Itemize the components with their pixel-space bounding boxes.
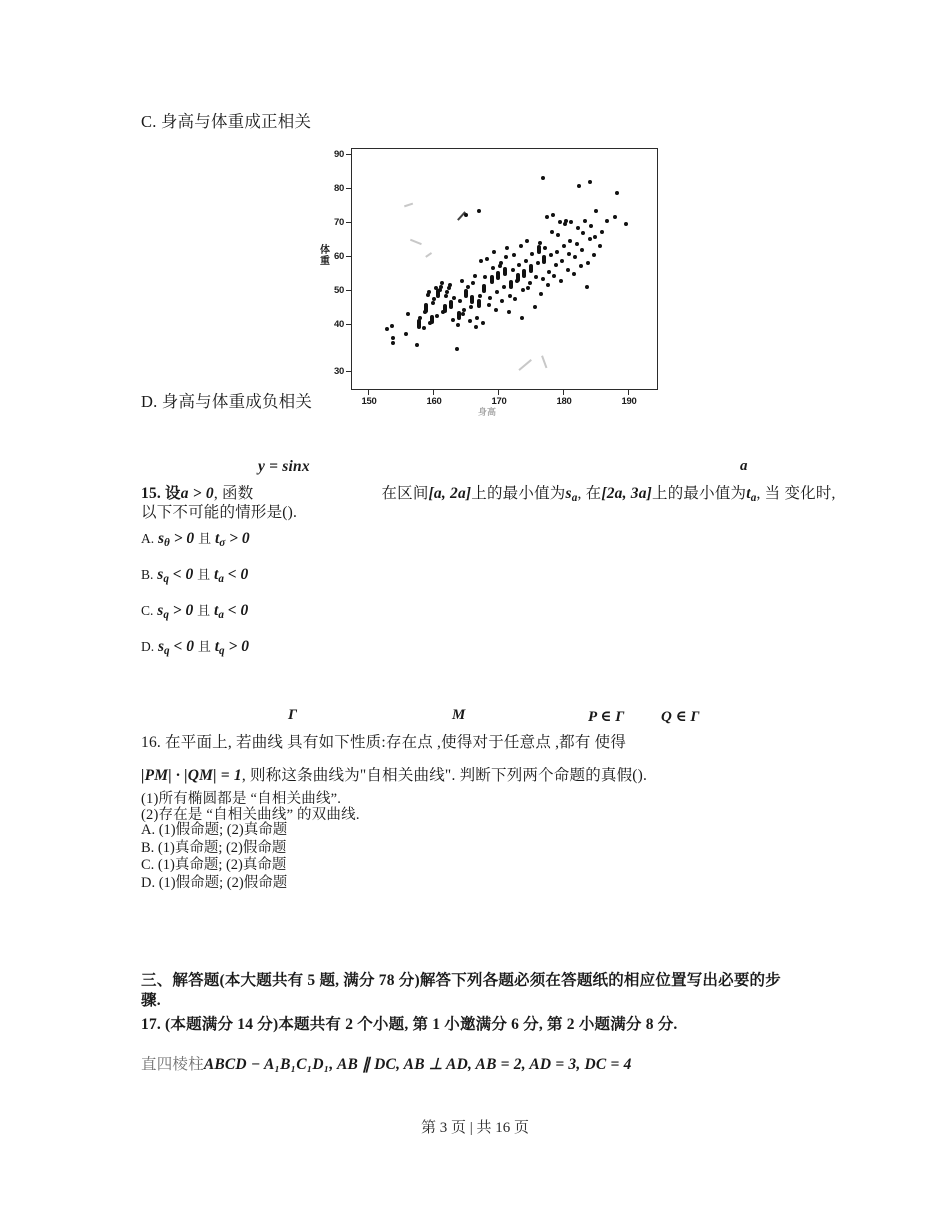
scatter-point — [502, 285, 506, 289]
scatter-point — [491, 266, 495, 270]
x-tick-mark — [433, 390, 434, 395]
scatter-point — [404, 332, 408, 336]
scatter-point — [477, 299, 481, 308]
scatter-point — [513, 297, 517, 301]
scatter-point — [469, 305, 473, 309]
scatter-point — [524, 259, 528, 263]
scatter-point — [482, 284, 486, 293]
y-tick-label: 50 — [334, 285, 344, 296]
q16-formula: |PM| · |QM| = 1 — [141, 767, 242, 784]
q16-symbol-q-in-gamma: Q ∈ Γ — [661, 709, 700, 725]
scatter-point — [460, 279, 464, 283]
scatter-point — [430, 315, 434, 324]
scatter-point — [594, 209, 598, 213]
section3-heading-line2: 骤. — [141, 992, 161, 1009]
scatter-point — [417, 319, 421, 323]
q15-option-c-label: C. — [141, 603, 154, 618]
q15-mid1: 上的最小值为 — [471, 485, 566, 502]
scatter-point — [496, 271, 500, 280]
x-tick-mark — [628, 390, 629, 395]
scatter-point — [466, 285, 470, 289]
scan-smudge — [404, 203, 413, 207]
scatter-point — [452, 296, 456, 300]
q16-option-a[interactable]: A. (1)假命题; (2)真命题 — [141, 822, 288, 838]
scatter-point — [449, 300, 453, 309]
q15-option-b-rhs: $t_a < 0$ — [214, 566, 249, 585]
scatter-point — [556, 233, 560, 237]
scatter-point — [461, 312, 465, 316]
scatter-point — [576, 226, 580, 230]
scatter-point — [566, 268, 570, 272]
scatter-point — [526, 286, 530, 290]
q15-statement-line2: 以下不可能的情形是(). — [141, 504, 298, 521]
scatter-point — [487, 303, 491, 307]
scatter-point — [474, 325, 478, 329]
scatter-point — [613, 215, 617, 219]
q15-options-list — [141, 528, 250, 672]
scatter-point — [448, 283, 452, 287]
scatter-point — [564, 219, 568, 223]
scatter-point — [470, 295, 474, 304]
scatter-point — [385, 327, 389, 331]
scatter-point — [552, 274, 556, 278]
y-tick-label: 30 — [334, 366, 344, 377]
scatter-point — [494, 308, 498, 312]
scatter-point — [475, 316, 479, 320]
y-tick-mark — [346, 371, 351, 372]
q16-line1-text: 16. 在平面上, 若曲线 具有如下性质:存在点 ,使得对于任意点 ,都有 使得 — [141, 734, 627, 751]
x-tick-label: 180 — [556, 396, 572, 407]
scatter-point — [443, 304, 447, 313]
q15-variable-a: a — [740, 458, 748, 474]
scatter-point — [432, 297, 436, 301]
q16-proposition-1: (1)所有椭圆都是 “自相关曲线”. — [141, 791, 342, 807]
scatter-point — [438, 288, 442, 292]
y-tick-mark — [346, 290, 351, 291]
scatter-point — [490, 275, 494, 284]
q15-mid3: 上的最小值为 — [652, 485, 747, 502]
page-footer: 第 3 页 | 共 16 页 — [420, 1120, 529, 1136]
q15-interval-2: [2a, 3a] — [601, 485, 653, 502]
scatter-point — [477, 209, 481, 213]
q16-symbol-p-in-gamma: P ∈ Γ — [588, 709, 625, 725]
scatter-point — [605, 219, 609, 223]
q16-statement-line2 — [141, 763, 647, 785]
q16-symbol-gamma: Γ — [288, 707, 298, 723]
scatter-chart — [318, 140, 670, 415]
q16-options-list — [141, 818, 288, 891]
scatter-point — [529, 264, 533, 273]
scatter-point — [440, 281, 444, 285]
scatter-point — [525, 239, 529, 243]
scatter-point — [583, 219, 587, 223]
scatter-point — [458, 299, 462, 303]
q15-option-c-conj: 且 — [197, 603, 211, 618]
scatter-point — [500, 299, 504, 303]
chart-x-axis-label: 身高 — [478, 407, 497, 417]
scatter-point — [415, 343, 419, 347]
y-tick-mark — [346, 256, 351, 257]
scatter-point — [424, 303, 428, 307]
q15-option-d[interactable] — [141, 636, 250, 672]
scatter-point — [572, 272, 576, 276]
scatter-point — [593, 235, 597, 239]
q15-option-b[interactable] — [141, 564, 250, 600]
scatter-point — [539, 292, 543, 296]
y-tick-label: 70 — [334, 217, 344, 228]
scatter-point — [468, 319, 472, 323]
scatter-point — [547, 270, 551, 274]
scatter-point — [568, 239, 572, 243]
x-tick-mark — [368, 390, 369, 395]
q16-line2-tail: , 则称这条曲线为"自相关曲线". 判断下列两个命题的真假(). — [241, 767, 648, 784]
scatter-point — [567, 252, 571, 256]
scatter-point — [586, 261, 590, 265]
scatter-point — [435, 314, 439, 318]
scatter-point — [562, 244, 566, 248]
x-tick-mark — [498, 390, 499, 395]
q15-interval-1: [a, 2a] — [428, 485, 472, 502]
scatter-point — [456, 323, 460, 327]
q15-option-d-lhs: $s_q < 0$ — [158, 638, 194, 657]
scatter-point — [444, 294, 448, 298]
y-tick-label: 90 — [334, 149, 344, 160]
q15-mid2: , 在 — [577, 485, 602, 502]
scatter-point — [598, 244, 602, 248]
scatter-point — [580, 248, 584, 252]
x-tick-mark — [563, 390, 564, 395]
scatter-point — [508, 294, 512, 298]
scatter-point — [543, 246, 547, 250]
y-tick-label: 40 — [334, 319, 344, 330]
x-tick-label: 170 — [491, 396, 507, 407]
q15-number: 15. 设 — [141, 485, 181, 502]
scatter-point — [507, 310, 511, 314]
scatter-point — [530, 252, 534, 256]
scatter-point — [481, 321, 485, 325]
scan-smudge — [542, 355, 548, 368]
scatter-point — [555, 250, 559, 254]
scatter-point — [418, 316, 422, 320]
scatter-point — [545, 215, 549, 219]
scatter-point — [478, 294, 482, 298]
scatter-point — [585, 285, 589, 289]
y-tick-mark — [346, 222, 351, 223]
scatter-point — [542, 255, 546, 264]
scatter-point — [499, 261, 503, 265]
scatter-point — [559, 279, 563, 283]
scatter-point — [445, 290, 449, 294]
scatter-point — [579, 264, 583, 268]
scatter-point — [624, 222, 628, 226]
q16-proposition-2: (2)存在是 “自相关曲线” 的双曲线. — [141, 807, 360, 823]
q17-body — [141, 1052, 632, 1074]
scatter-point — [498, 264, 502, 268]
scatter-point — [511, 268, 515, 272]
q15-t-a: $t_a$ — [746, 485, 757, 504]
scatter-point — [520, 316, 524, 320]
scatter-point — [581, 231, 585, 235]
q15-interval-word: 在区间 — [381, 485, 429, 502]
scatter-point — [422, 326, 426, 330]
q15-option-c-rhs: $t_a < 0$ — [214, 602, 249, 621]
q15-option-b-lhs: $s_q < 0$ — [157, 566, 194, 585]
scatter-point — [451, 318, 455, 322]
scatter-point — [563, 222, 567, 226]
scatter-point — [455, 347, 459, 351]
scatter-point — [537, 245, 541, 254]
q17-title: 17. (本题满分 14 分)本题共有 2 个小题, 第 1 小邀满分 6 分, 第 2 小题满分 8 分. — [141, 1016, 678, 1033]
choice-d-text: D. 身高与体重成负相关 — [141, 392, 313, 411]
q15-tail: , 当 变化时, — [756, 485, 836, 502]
q15-option-d-rhs: $t_q > 0$ — [214, 638, 249, 657]
x-tick-label: 150 — [361, 396, 377, 407]
scatter-point — [560, 259, 564, 263]
scatter-point — [551, 213, 555, 217]
scatter-point — [569, 220, 573, 224]
scatter-point — [536, 261, 540, 265]
scatter-point — [592, 253, 596, 257]
q15-option-a-label: A. — [141, 531, 155, 546]
scatter-point — [509, 280, 513, 289]
scatter-point — [488, 296, 492, 300]
scatter-point — [427, 290, 431, 294]
scatter-point — [503, 267, 507, 276]
scatter-point — [577, 184, 581, 188]
scatter-point — [522, 269, 526, 278]
chart-y-axis-label: 体重 — [320, 245, 330, 267]
x-tick-label: 190 — [621, 396, 637, 407]
q15-a-condition: a > 0 — [180, 485, 214, 502]
scatter-point — [541, 176, 545, 180]
scatter-point — [464, 213, 468, 217]
scatter-point — [473, 274, 477, 278]
choice-c-text: C. 身高与体重成正相关 — [141, 112, 312, 131]
scan-smudge — [410, 239, 422, 245]
scan-smudge — [425, 252, 432, 257]
scatter-point — [504, 255, 508, 259]
scatter-point — [391, 341, 395, 345]
scatter-point — [589, 224, 593, 228]
q15-option-c[interactable] — [141, 600, 250, 636]
section3-heading-line1: 三、解答题(本大题共有 5 题, 满分 78 分)解答下列各题必须在答题纸的相应位置写出必要的步 — [141, 972, 781, 989]
q15-option-c-lhs: $s_q > 0$ — [157, 602, 194, 621]
scatter-point — [485, 257, 489, 261]
q15-option-b-label: B. — [141, 567, 154, 582]
scatter-point — [528, 281, 532, 285]
q16-option-b[interactable]: B. (1)真命题; (2)假命题 — [141, 839, 287, 856]
q15-option-d-label: D. — [141, 639, 155, 654]
scatter-point — [439, 285, 443, 289]
chart-plot-area — [351, 148, 658, 390]
scatter-point — [483, 275, 487, 279]
q16-symbol-m: M — [452, 707, 466, 723]
q16-option-d[interactable]: D. (1)假命题; (2)假命题 — [141, 874, 288, 891]
y-tick-mark — [346, 324, 351, 325]
q15-option-a-rhs: $t_\sigma > 0$ — [214, 530, 250, 549]
scatter-point — [464, 289, 468, 298]
scatter-point — [615, 191, 619, 195]
scatter-point — [406, 312, 410, 316]
y-tick-label: 60 — [334, 251, 344, 262]
q16-option-c[interactable]: C. (1)真命题; (2)真命题 — [141, 857, 287, 873]
scatter-point — [558, 220, 562, 224]
scatter-point — [538, 241, 542, 245]
scatter-point — [550, 230, 554, 234]
scatter-point — [541, 277, 545, 281]
scatter-point — [546, 283, 550, 287]
q16-statement-line1 — [141, 730, 626, 752]
scatter-point — [517, 263, 521, 267]
q15-function-formula: y = sinx — [258, 458, 310, 475]
q15-s-a: $s_a$ — [565, 485, 578, 504]
scatter-point — [519, 244, 523, 248]
q15-option-b-conj: 且 — [197, 567, 211, 582]
q17-formula: ABCD − A₁B₁C₁D₁, AB ∥ DC, AB ⊥ AD, AB = 2, AD = 3, DC = 4 — [203, 1056, 632, 1073]
scatter-point — [533, 305, 537, 309]
scatter-point — [549, 253, 553, 257]
scatter-point — [447, 286, 451, 290]
x-tick-label: 160 — [426, 396, 442, 407]
y-tick-mark — [346, 154, 351, 155]
scatter-point — [505, 246, 509, 250]
scatter-point — [495, 290, 499, 294]
scatter-point — [431, 301, 435, 305]
scatter-point — [462, 308, 466, 312]
scatter-point — [600, 230, 604, 234]
scatter-point — [479, 259, 483, 263]
scatter-point — [512, 253, 516, 257]
scan-smudge — [518, 359, 531, 370]
scatter-point — [492, 250, 496, 254]
scatter-point — [391, 336, 395, 340]
q15-option-a[interactable] — [141, 528, 250, 564]
q15-option-d-conj: 且 — [197, 639, 211, 654]
q17-prefix: 直四棱柱 — [141, 1056, 204, 1073]
scatter-point — [575, 242, 579, 246]
y-tick-label: 80 — [334, 183, 344, 194]
scatter-point — [516, 273, 520, 282]
q15-option-a-lhs: $s_\theta > 0$ — [158, 530, 195, 549]
scatter-point — [390, 324, 394, 328]
q15-option-a-conj: 且 — [198, 531, 212, 546]
scatter-point — [588, 180, 592, 184]
scatter-point — [588, 237, 592, 241]
scatter-point — [554, 263, 558, 267]
scatter-point — [573, 255, 577, 259]
q15-fn-word: , 函数 — [213, 485, 254, 502]
scatter-point — [521, 288, 525, 292]
y-tick-mark — [346, 188, 351, 189]
scatter-point — [534, 275, 538, 279]
scatter-point — [471, 281, 475, 285]
